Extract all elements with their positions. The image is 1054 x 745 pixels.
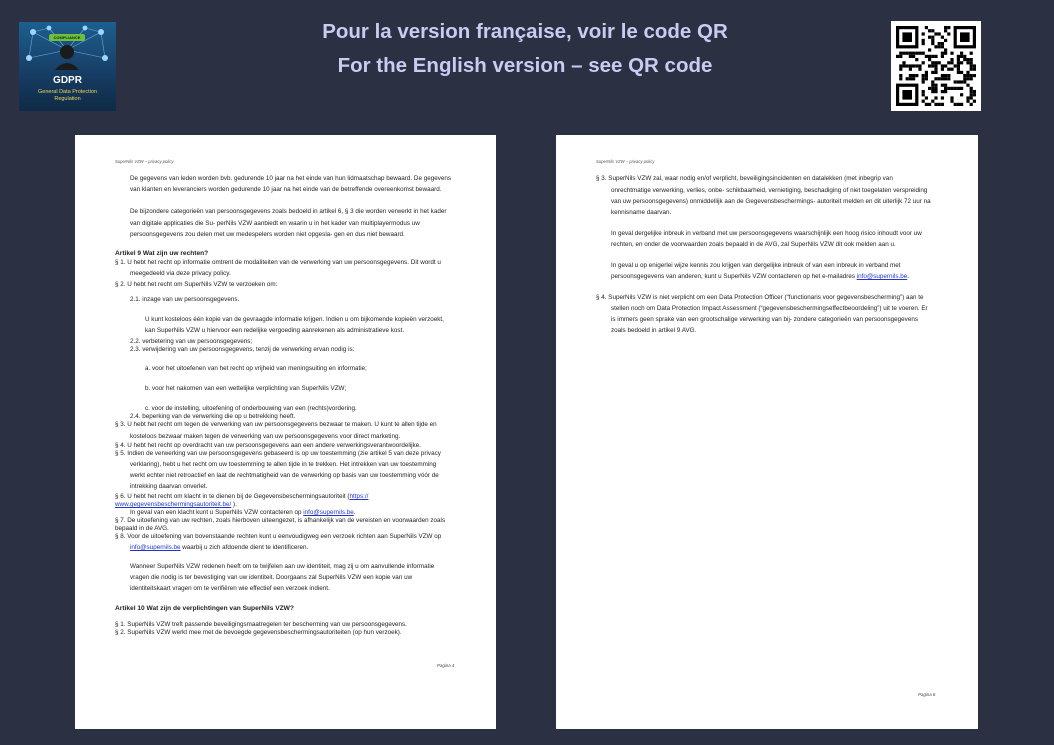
text-line: identiteitskaart vragen om te verifiëren wie effectief een verzoek indient.: [130, 585, 330, 592]
text-span: ).: [231, 501, 237, 508]
text-line: In geval dergelijke inbreuk in verband met uw persoonsgegevens waarschijnlijk een hoog risico inhoudt voor uw: [611, 230, 922, 237]
text-span: persoonsgegevens van anderen, kunt u SuperNils VZW contacteren op het e-mailadres: [611, 273, 857, 280]
text-line: [611, 272, 909, 282]
text-line: verklaring), hebt u het recht om uw toestemming te allen tijde in te trekken. Het intrekken van uw toestemming: [130, 461, 437, 468]
text-line: zoals bedoeld in artikel 9 AVG.: [611, 327, 697, 334]
document-page-right: [556, 135, 978, 729]
text-span: In geval van een klacht kunt u SuperNils VZW contacteren op: [130, 509, 304, 516]
logo-title: GDPR: [53, 75, 82, 86]
compliance-badge: COMPLIANCE: [49, 34, 85, 41]
text-line: [130, 543, 308, 553]
text-span: waarbij u zich afdoende dient te identificeren.: [180, 544, 309, 551]
text-line: bepaald in de AVG.: [115, 525, 169, 532]
article-9-heading: Artikel 9 Wat zijn uw rechten?: [115, 250, 209, 257]
text-line: persoonsgegevens zou delen met uw medespelers worden niet opgesla- gen en dus niet bewaard.: [130, 231, 405, 238]
page-number: Pagina 6: [918, 692, 936, 697]
text-line: kennisname daarvan.: [611, 209, 672, 216]
text-line: § 7. De uitoefening van uw rechten, zoals hierboven uiteengezet, is afhankelijk van de vereisten en voorwaarden zoals: [115, 517, 446, 524]
page-number: Pagina 4: [437, 663, 455, 668]
text-line: werkt echter niet retroactief en laat de rechtmatigheid van de verwerking op basis van uw toestemming vóór de: [130, 472, 439, 479]
text-line: van klanten en leveranciers worden gedurende 10 jaar na het einde van de betreffende overeenkomst bewaard.: [130, 186, 442, 193]
text-line: onrechtmatige verwerking, verlies, onbe- schikbaarheid, vernietiging, beschadiging of niet toegelaten verspreiding: [611, 187, 928, 194]
page-header: SuperNils VZW – privacy policy: [115, 159, 174, 164]
text-line: kosteloos bezwaar maken tegen de verwerking van uw persoonsgegevens voor direct marketing.: [130, 433, 401, 440]
text-line: De gegevens van leden worden bvb. gedurende 10 jaar na het einde van hun lidmaatschap bewaard. De gegevens: [130, 175, 452, 182]
qr-code-icon: [891, 21, 981, 111]
text-line: 2.2. verbetering van uw persoonsgegevens;: [130, 338, 253, 345]
text-line: van digitale applicaties die Su- perNils VZW aanbiedt en waarin u in het kader van multiplayermodus uw: [130, 220, 420, 227]
text-span: .: [907, 273, 909, 280]
text-line: 2.4. beperking van de verwerking die op u betrekking heeft.: [130, 413, 296, 420]
article-10-heading: Artikel 10 Wat zijn de verplichtingen van SuperNils VZW?: [115, 605, 294, 612]
logo-subtitle-line: Regulation: [54, 96, 81, 102]
text-line: § 1. SuperNils VZW treft passende beveiligingsmaatregelen ter bescherming van uw persoonsgegevens.: [115, 621, 407, 628]
headline-english: For the English version – see QR code: [337, 54, 713, 77]
gba-link-continued[interactable]: www.gegevensbeschermingsautoriteit.be/: [115, 501, 232, 508]
email-link[interactable]: info@supernils.be: [130, 544, 181, 551]
email-link[interactable]: info@supernils.be: [856, 273, 908, 280]
logo-subtitle-line: General Data Protection: [37, 89, 97, 95]
text-line: stellen noch om Data Protection Impact Assessment (“gegevensbeschermingseffectbeoordeling”) uit te voeren. Er: [611, 305, 928, 312]
text-line: § 3. U hebt het recht om tegen de verwerking van uw persoonsgegevens bezwaar te maken. U kunt te allen tijde en: [115, 421, 437, 428]
logo-subtitle: [19, 89, 116, 103]
text-span: .: [353, 509, 356, 516]
text-line: vragen die nodig is ter bevestiging van uw identiteit. Doorgaans zal SuperNils VZW een kopie van uw: [130, 574, 413, 581]
qr-code[interactable]: [891, 21, 981, 111]
text-line: c. voor de instelling, uitoefening of onderbouwing van een (rechts)vordering.: [145, 405, 357, 412]
text-line: De bijzondere categorieën van persoonsgegevens zoals bedoeld in artikel 6, § 3 die worden verwerkt in het kader: [130, 208, 447, 215]
text-line: § 2. U hebt het recht om SuperNils VZW te verzoeken om:: [115, 281, 278, 288]
text-line: kan SuperNils VZW u hiervoor een redelijke vergoeding aanrekenen als administratieve kost.: [145, 327, 405, 334]
text-line: § 4. SuperNils VZW is niet verplicht om een Data Protection Officer (“functionaris voor gegevensbescherming”) aan te: [596, 294, 924, 301]
email-link[interactable]: info@supernils.be: [303, 509, 354, 516]
text-line: § 3. SuperNils VZW zal, waar nodig en/of verplicht, beveiligingsincidenten en datalekken (met inbegrip van: [596, 175, 893, 182]
text-line: b. voor het nakomen van een wettelijke verplichting van SuperNils VZW;: [145, 385, 347, 392]
text-line: § 8. Voor de uitoefening van bovenstaande rechten kunt u eenvoudigweg een verzoek richten aan SuperNils VZW op: [115, 533, 442, 540]
gdpr-logo: [19, 22, 116, 111]
text-span: § 6. U hebt het recht om klacht in te dienen bij de Gegevensbeschermingsautoriteit (: [115, 493, 350, 500]
text-line: 2.1. inzage van uw persoonsgegevens.: [130, 296, 240, 303]
text-line: § 5. Indien de verwerking van uw persoonsgegevens gebaseerd is op uw toestemming (zie artikel 5 van deze privacy: [115, 450, 441, 457]
text-line: § 4. U hebt het recht op overdracht van uw persoonsgegevens aan een andere verwerkingsverantwoordelijke.: [115, 442, 421, 449]
text-line: U kunt kosteloos één kopie van de gevraagde informatie krijgen. Indien u om bijkomende kopieën verzoekt,: [145, 316, 444, 323]
text-line: meegedeeld via deze privacy policy.: [130, 270, 231, 277]
text-line: van uw persoonsgegevens) onmiddellijk aan de Gegevensbeschermings- autoriteit melden en dit uiterlijk 72 uur na: [611, 198, 931, 205]
gba-link[interactable]: https://: [349, 493, 369, 500]
text-line: intrekking daarvan onverlet.: [130, 483, 208, 490]
document-page-left: [75, 135, 496, 729]
text-line: § 2. SuperNils VZW werkt mee met de bevoegde gegevensbeschermingsautoriteiten (op hun verzoek).: [115, 629, 402, 636]
text-line: Wanneer SuperNils VZW redenen heeft om te twijfelen aan uw identiteit, mag zij u om aanvullende informatie: [130, 563, 435, 570]
page-header: SuperNils VZW – privacy policy: [596, 159, 655, 164]
headline-french: Pour la version française, voir le code QR: [322, 20, 728, 43]
text-line: a. voor het uitoefenen van het recht op vrijheid van meningsuiting en informatie;: [145, 365, 367, 372]
text-line: 2.3. verwijdering van uw persoonsgegevens, tenzij de verwerking ervan nodig is:: [130, 346, 355, 353]
text-line: In geval u op enigerlei wijze kennis zou krijgen van dergelijke inbreuk of van een inbreuk in verband met: [611, 262, 901, 269]
text-line: is immers geen sprake van een grootschalige verwerking van bij- zondere categorieën van persoonsgegevens: [611, 316, 918, 323]
text-line: § 1. U hebt het recht op informatie omtrent de modaliteiten van de verwerking van uw persoonsgegevens. Dit wordt u: [115, 259, 441, 266]
text-line: rechten, en onder de voorwaarden zoals bepaald in de AVG, zal SuperNils VZW dit ook melden aan u.: [611, 241, 896, 248]
